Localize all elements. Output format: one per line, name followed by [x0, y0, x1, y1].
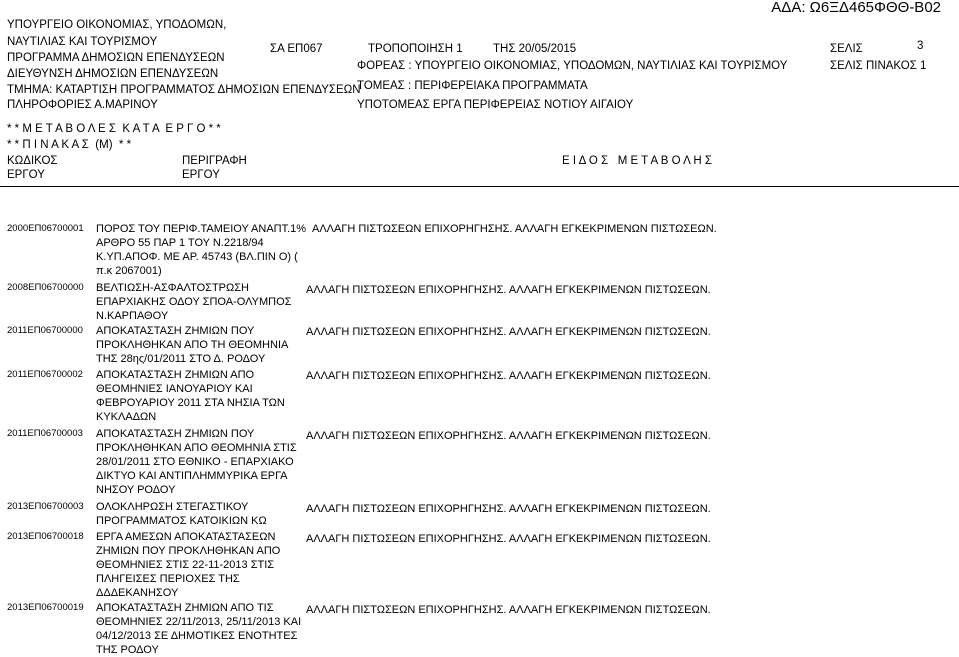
ministry-line: ΔΙΕΥΘΥΝΣΗ ΔΗΜΟΣΙΩΝ ΕΠΕΝΔΥΣΕΩΝ	[7, 68, 219, 80]
row-description: ΠΟΡΟΣ ΤΟΥ ΠΕΡΙΦ.ΤΑΜΕΙΟΥ ΑΝΑΠΤ.1% ΑΡΘΡΟ 55 ΠΑΡ 1 ΤΟΥ Ν.2218/94 Κ.ΥΠ.ΑΠΟΦ. ΜΕ ΑΡ. 45743 (ΒΛ.ΠΙΝ Ο) ( π.κ 2067001)	[96, 223, 307, 277]
page-label: ΣΕΛΙΣ	[830, 43, 863, 55]
column-header-change: Ε Ι Δ Ο Σ Μ Ε Τ Α Β Ο Λ Η Σ	[562, 155, 712, 167]
column-header-desc	[182, 154, 247, 182]
row-change-type: ΑΛΛΑΓΗ ΠΙΣΤΩΣΕΩΝ ΕΠΙΧΟΡΗΓΗΣΗΣ. ΑΛΛΑΓΗ ΕΓΚΕΚΡΙΜΕΝΩΝ ΠΙΣΤΩΣΕΩΝ.	[306, 284, 711, 296]
row-change-type: ΑΛΛΑΓΗ ΠΙΣΤΩΣΕΩΝ ΕΠΙΧΟΡΗΓΗΣΗΣ. ΑΛΛΑΓΗ ΕΓΚΕΚΡΙΜΕΝΩΝ ΠΙΣΤΩΣΕΩΝ.	[306, 604, 711, 616]
row-change-type: ΑΛΛΑΓΗ ΠΙΣΤΩΣΕΩΝ ΕΠΙΧΟΡΗΓΗΣΗΣ. ΑΛΛΑΓΗ ΕΓΚΕΚΡΙΜΕΝΩΝ ΠΙΣΤΩΣΕΩΝ.	[306, 503, 711, 515]
row-code: 2011ΕΠ06700003	[7, 428, 83, 439]
column-header-desc-line: ΕΡΓΟΥ	[182, 169, 220, 181]
tomeas-line: ΤΟΜΕΑΣ : ΠΕΡΙΦΕΡΕΙΑΚΑ ΠΡΟΓΡΑΜΜΑΤΑ	[357, 80, 588, 92]
ministry-line: ΠΛΗΡΟΦΟΡΙΕΣ Α.ΜΑΡΙΝΟΥ	[7, 99, 158, 111]
ministry-line: ΝΑΥΤΙΛΙΑΣ ΚΑΙ ΤΟΥΡΙΣΜΟΥ	[7, 36, 158, 48]
row-description: ΟΛΟΚΛΗΡΩΣΗ ΣΤΕΓΑΣΤΙΚΟΥ ΠΡΟΓΡΑΜΜΑΤΟΣ ΚΑΤΟΙΚΙΩΝ ΚΩ	[96, 501, 267, 527]
sa-code: ΣΑ ΕΠ067	[270, 43, 323, 55]
row-code: 2013ΕΠ06700018	[7, 531, 84, 542]
ypotomeas-line: ΥΠΟΤΟΜΕΑΣ ΕΡΓΑ ΠΕΡΙΦΕΡΕΙΑΣ ΝΟΤΙΟΥ ΑΙΓΑΙΟΥ	[357, 99, 634, 111]
row-change-type: ΑΛΛΑΓΗ ΠΙΣΤΩΣΕΩΝ ΕΠΙΧΟΡΗΓΗΣΗΣ. ΑΛΛΑΓΗ ΕΓΚΕΚΡΙΜΕΝΩΝ ΠΙΣΤΩΣΕΩΝ.	[312, 223, 717, 235]
row-description: ΑΠΟΚΑΤΑΣΤΑΣΗ ΖΗΜΙΩΝ ΠΟΥ ΠΡΟΚΛΗΘΗΚΑΝ ΑΠΟ ΘΕΟΜΗΝΙΑ ΣΤΙΣ 28/01/2011 ΣΤΟ ΕΘΝΙΚΟ - ΕΠΑΡΧΙΑΚΟ ΔΙΚΤΥΟ ΚΑΙ ΑΝΤΙΠΛΗΜΜΥΡΙΚΑ ΕΡΓΑ ΝΗΣΟΥ ΡΟΔΟΥ	[96, 428, 297, 496]
row-description: ΒΕΛΤΙΩΣΗ-ΑΣΦΑΛΤΟΣΤΡΩΣΗ ΕΠΑΡΧΙΑΚΗΣ ΟΔΟΥ ΣΠΟΑ-ΟΛΥΜΠΟΣ Ν.ΚΑΡΠΑΘΟΥ	[96, 282, 292, 322]
ada-code: ΑΔΑ: Ω6ΞΔ465ΦΘΘ-Β02	[771, 0, 941, 16]
ministry-line: ΤΜΗΜΑ: ΚΑΤΑΡΤΙΣΗ ΠΡΟΓΡΑΜΜΑΤΟΣ ΔΗΜΟΣΙΩΝ ΕΠΕΝΔΥΣΕΩΝ	[7, 84, 361, 96]
ministry-line: ΠΡΟΓΡΑΜΜΑ ΔΗΜΟΣΙΩΝ ΕΠΕΝΔΥΣΕΩΝ	[7, 52, 225, 64]
ministry-line: ΥΠΟΥΡΓΕΙΟ ΟΙΚΟΝΟΜΙΑΣ, ΥΠΟΔΟΜΩΝ,	[7, 19, 227, 31]
row-code: 2013ΕΠ06700019	[7, 602, 84, 613]
header-divider	[0, 186, 959, 187]
banner-changes: * * Μ Ε Τ Α Β Ο Λ Ε Σ Κ Α Τ Α Ε Ρ Γ Ο * *	[7, 123, 221, 135]
row-code: 2008ΕΠ06700000	[7, 282, 84, 293]
modification-label: ΤΡΟΠΟΠΟΙΗΣΗ 1	[368, 43, 463, 55]
row-code: 2000ΕΠ06700001	[7, 223, 84, 234]
row-code: 2011ΕΠ06700000	[7, 325, 83, 336]
banner-table: * * Π Ι Ν Α Κ Α Σ (Μ) * *	[7, 139, 132, 151]
foreas-line: ΦΟΡΕΑΣ : ΥΠΟΥΡΓΕΙΟ ΟΙΚΟΝΟΜΙΑΣ, ΥΠΟΔΟΜΩΝ, ΝΑΥΤΙΛΙΑΣ ΚΑΙ ΤΟΥΡΙΣΜΟΥ	[357, 60, 788, 72]
row-change-type: ΑΛΛΑΓΗ ΠΙΣΤΩΣΕΩΝ ΕΠΙΧΟΡΗΓΗΣΗΣ. ΑΛΛΑΓΗ ΕΓΚΕΚΡΙΜΕΝΩΝ ΠΙΣΤΩΣΕΩΝ.	[306, 370, 711, 382]
row-change-type: ΑΛΛΑΓΗ ΠΙΣΤΩΣΕΩΝ ΕΠΙΧΟΡΗΓΗΣΗΣ. ΑΛΛΑΓΗ ΕΓΚΕΚΡΙΜΕΝΩΝ ΠΙΣΤΩΣΕΩΝ.	[306, 326, 711, 338]
column-header-code-line: ΚΩΔΙΚΟΣ	[7, 155, 58, 167]
row-description: ΑΠΟΚΑΤΑΣΤΑΣΗ ΖΗΜΙΩΝ ΠΟΥ ΠΡΟΚΛΗΘΗΚΑΝ ΑΠΟ ΤΗ ΘΕΟΜΗΝΙΑ ΤΗΣ 28ης/01/2011 ΣΤΟ Δ. ΡΟΔΟΥ	[96, 325, 288, 365]
modification-date: ΤΗΣ 20/05/2015	[493, 43, 577, 55]
column-header-code	[7, 154, 58, 182]
row-change-type: ΑΛΛΑΓΗ ΠΙΣΤΩΣΕΩΝ ΕΠΙΧΟΡΗΓΗΣΗΣ. ΑΛΛΑΓΗ ΕΓΚΕΚΡΙΜΕΝΩΝ ΠΙΣΤΩΣΕΩΝ.	[306, 430, 711, 442]
page-number: 3	[917, 40, 924, 52]
row-code: 2011ΕΠ06700002	[7, 369, 83, 380]
column-header-desc-line: ΠΕΡΙΓΡΑΦΗ	[182, 155, 247, 167]
row-change-type: ΑΛΛΑΓΗ ΠΙΣΤΩΣΕΩΝ ΕΠΙΧΟΡΗΓΗΣΗΣ. ΑΛΛΑΓΗ ΕΓΚΕΚΡΙΜΕΝΩΝ ΠΙΣΤΩΣΕΩΝ.	[306, 533, 711, 545]
row-code: 2013ΕΠ06700003	[7, 501, 84, 512]
column-header-code-line: ΕΡΓΟΥ	[7, 169, 45, 181]
row-description: ΑΠΟΚΑΤΑΣΤΑΣΗ ΖΗΜΙΩΝ ΑΠΟ ΘΕΟΜΗΝΙΕΣ ΙΑΝΟΥΑΡΙΟΥ ΚΑΙ ΦΕΒΡΟΥΑΡΙΟΥ 2011 ΣΤΑ ΝΗΣΙΑ ΤΩΝ ΚΥΚΛΑΔΩΝ	[96, 369, 285, 423]
row-description: ΑΠΟΚΑΤΑΣΤΑΣΗ ΖΗΜΙΩΝ ΑΠΟ ΤΙΣ ΘΕΟΜΗΝΙΕΣ 22/11/2013, 25/11/2013 ΚΑΙ 04/12/2013 ΣΕ ΔΗΜΟΤΙΚΕΣ ΕΝΟΤΗΤΕΣ ΤΗΣ ΡΟΔΟΥ	[96, 602, 302, 656]
table-page-label: ΣΕΛΙΣ ΠΙΝΑΚΟΣ 1	[830, 60, 927, 72]
row-description: ΕΡΓΑ ΑΜΕΣΩΝ ΑΠΟΚΑΤΑΣΤΑΣΕΩΝ ΖΗΜΙΩΝ ΠΟΥ ΠΡΟΚΛΗΘΗΚΑΝ ΑΠΟ ΘΕΟΜΗΝΙΕΣ ΣΤΙΣ 22-11-2013 ΣΤΙΣ ΠΛΗΓΕΙΣΕΣ ΠΕΡΙΟΧΕΣ ΤΗΣ ΔΔΔΕΚΑΝΗΣΟΥ	[96, 531, 281, 599]
